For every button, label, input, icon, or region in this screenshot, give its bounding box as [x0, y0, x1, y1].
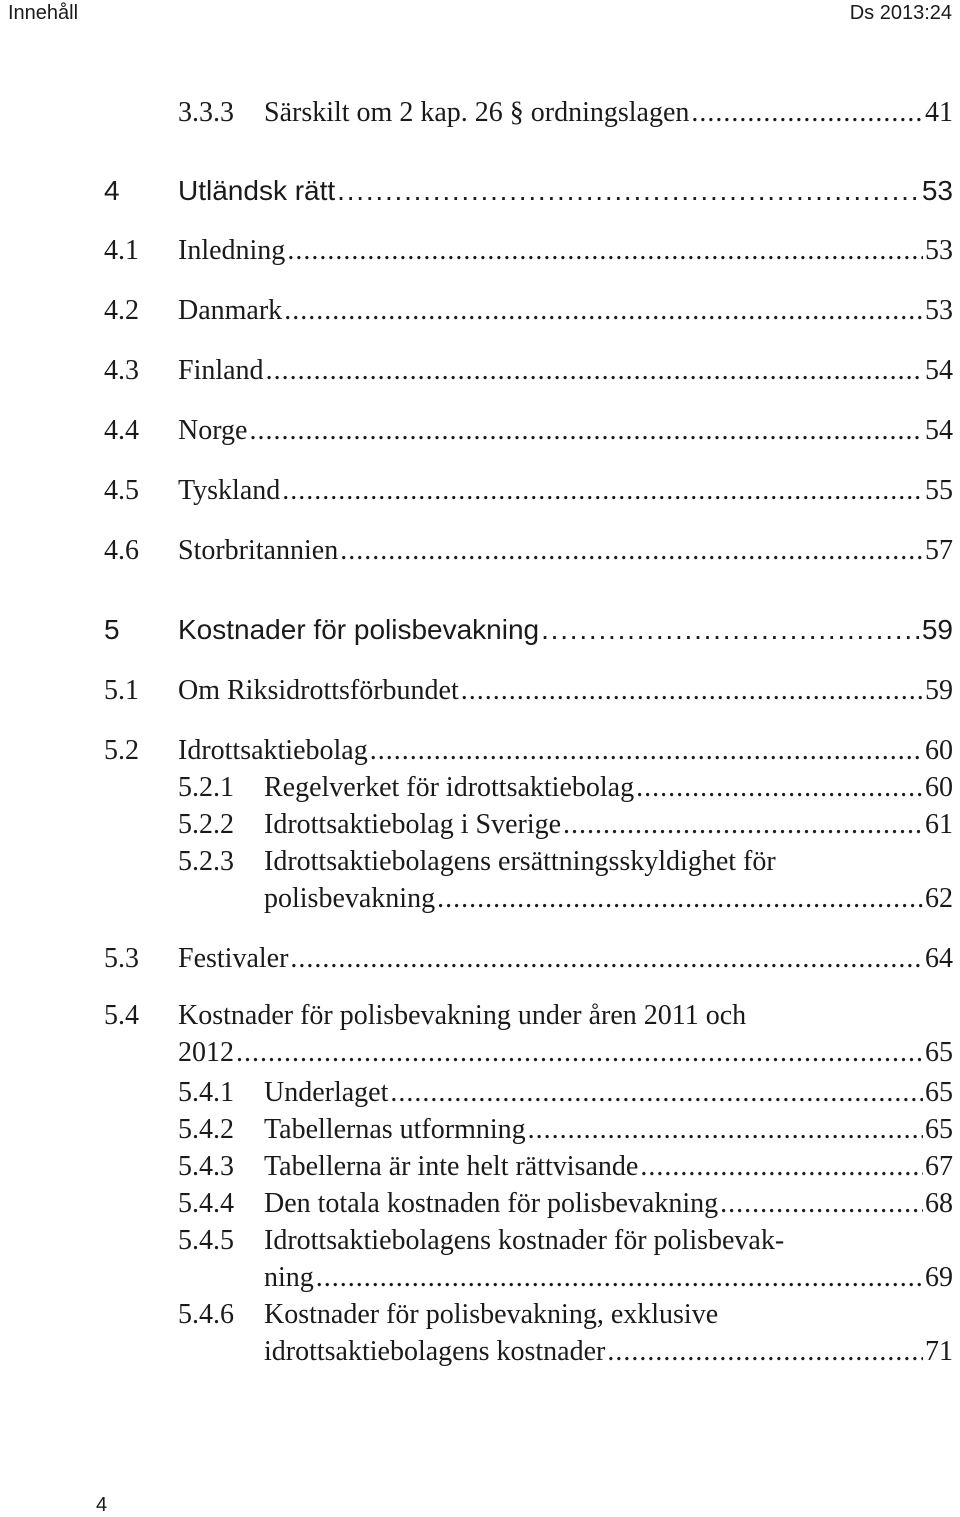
- toc-title: Inledning: [178, 235, 286, 266]
- page-number: 4: [96, 1494, 108, 1516]
- leader-dots: [390, 1074, 923, 1111]
- toc-page: 53: [921, 175, 953, 206]
- toc-title: Idrottsaktiebolag i Sverige: [264, 809, 562, 840]
- toc-page: 54: [925, 355, 953, 386]
- leader-dots: [370, 732, 923, 769]
- toc-page: 68: [925, 1188, 953, 1219]
- toc-number: 5.3: [104, 943, 139, 974]
- toc-page: 59: [925, 675, 953, 706]
- leader-dots: [541, 611, 920, 648]
- leader-dots: [236, 1034, 923, 1071]
- toc-page: 57: [925, 535, 953, 566]
- leader-dots: [284, 292, 923, 329]
- toc-title: Festivaler: [178, 943, 289, 974]
- leader-dots: [691, 94, 923, 131]
- toc-title: Den totala kostnaden för polisbevakning: [264, 1188, 719, 1219]
- toc-page: 60: [925, 772, 953, 803]
- toc-title: Finland: [178, 355, 264, 386]
- toc-title: ning: [264, 1262, 314, 1293]
- toc-title: Idrottsaktiebolag: [178, 735, 368, 766]
- toc-number: 4.4: [104, 415, 139, 446]
- leader-dots: [640, 1148, 923, 1185]
- toc-number: 4.3: [104, 355, 139, 386]
- toc-title: Tyskland: [178, 475, 281, 506]
- toc-title: Kostnader för polisbevakning: [178, 614, 540, 645]
- toc-number: 4.1: [104, 235, 139, 266]
- toc-page: 53: [925, 295, 953, 326]
- toc-page: 67: [925, 1151, 953, 1182]
- toc-page: 41: [925, 97, 953, 128]
- toc-page: 62: [925, 883, 953, 914]
- toc-number: 5.4.6: [178, 1299, 234, 1330]
- toc-number: 5.4.3: [178, 1151, 234, 1182]
- toc-title-line1: Kostnader för polisbevakning, exklusive: [264, 1299, 719, 1330]
- toc-page: 65: [925, 1077, 953, 1108]
- leader-dots: [461, 672, 923, 709]
- toc-title: idrottsaktiebolagens kostnader: [264, 1336, 606, 1367]
- toc-title-line1: Kostnader för polisbevakning under åren 2011 och: [178, 1000, 747, 1031]
- toc-page: 71: [925, 1336, 953, 1367]
- toc-number: 5.2.2: [178, 809, 234, 840]
- toc-title: Tabellerna är inte helt rättvisande: [264, 1151, 639, 1182]
- leader-dots: [437, 880, 923, 917]
- toc-title: Särskilt om 2 kap. 26 § ordningslagen: [264, 97, 690, 128]
- section-label: Innehåll: [8, 2, 79, 24]
- toc-page: 60: [925, 735, 953, 766]
- leader-dots: [636, 769, 923, 806]
- toc-number: 4.6: [104, 535, 139, 566]
- toc-page: 69: [925, 1262, 953, 1293]
- toc-number: 4.5: [104, 475, 139, 506]
- toc-number: 5.2.3: [178, 846, 234, 877]
- toc-number: 5.1: [104, 675, 139, 706]
- leader-dots: [290, 940, 923, 977]
- toc-title: Underlaget: [264, 1077, 389, 1108]
- leader-dots: [607, 1333, 923, 1370]
- toc-title: Regelverket för idrottsaktiebolag: [264, 772, 635, 803]
- leader-dots: [720, 1185, 923, 1222]
- toc-title: Norge: [178, 415, 248, 446]
- leader-dots: [340, 532, 923, 569]
- leader-dots: [266, 352, 923, 389]
- document-id: Ds 2013:24: [849, 2, 952, 24]
- leader-dots: [528, 1111, 923, 1148]
- toc-number: 5.4.2: [178, 1114, 234, 1145]
- toc-number: 5.2: [104, 735, 139, 766]
- toc-title: polisbevakning: [264, 883, 436, 914]
- leader-dots: [563, 806, 923, 843]
- toc-page: 55: [925, 475, 953, 506]
- toc-number: 5.4: [104, 1000, 139, 1031]
- toc-page: 59: [921, 614, 953, 645]
- toc-number: 4: [104, 175, 120, 206]
- toc-title: Om Riksidrottsförbundet: [178, 675, 459, 706]
- toc-page: 54: [925, 415, 953, 446]
- leader-dots: [282, 472, 923, 509]
- leader-dots: [337, 172, 920, 209]
- leader-dots: [249, 412, 923, 449]
- toc-page: 61: [925, 809, 953, 840]
- toc-page: 53: [925, 235, 953, 266]
- toc-page: 65: [925, 1037, 953, 1068]
- toc-page: 64: [925, 943, 953, 974]
- toc-number: 5.2.1: [178, 772, 234, 803]
- toc-number: 5.4.1: [178, 1077, 234, 1108]
- toc-number: 5.4.4: [178, 1188, 234, 1219]
- toc-title-line1: Idrottsaktiebolagens kostnader för polisbevak-: [264, 1225, 785, 1256]
- toc-number: 5: [104, 614, 120, 645]
- toc-title: 2012: [178, 1037, 234, 1068]
- toc-number: 4.2: [104, 295, 139, 326]
- leader-dots: [287, 232, 923, 269]
- toc-number: 3.3.3: [178, 97, 234, 128]
- toc-page: 65: [925, 1114, 953, 1145]
- leader-dots: [316, 1259, 923, 1296]
- toc-title: Storbritannien: [178, 535, 339, 566]
- toc-title: Danmark: [178, 295, 283, 326]
- toc-title: Utländsk rätt: [178, 175, 336, 206]
- toc-title-line1: Idrottsaktiebolagens ersättningsskyldighet för: [264, 846, 776, 877]
- running-header: [0, 0, 960, 28]
- toc-title: Tabellernas utformning: [264, 1114, 526, 1145]
- toc-number: 5.4.5: [178, 1225, 234, 1256]
